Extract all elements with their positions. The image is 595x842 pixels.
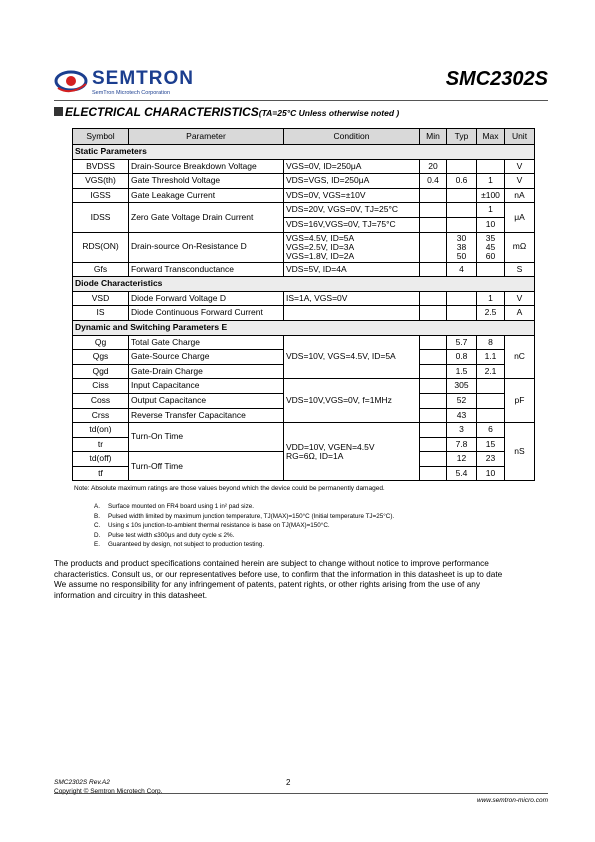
logo-mark-icon <box>54 66 90 96</box>
table-row: BVDSS Drain-Source Breakdown Voltage VGS=0V, ID=250μA 20 V <box>73 159 535 174</box>
section-title <box>54 105 399 119</box>
ratings-note: Note: Absolute maximum ratings are those values beyond which the device could be permanently damaged. <box>74 485 385 492</box>
header-rule <box>54 100 548 101</box>
table-row: VSD Diode Forward Voltage D IS=1A, VGS=0V 1 V <box>73 291 535 306</box>
table-row: Qg Total Gate Charge VDS=10V, VGS=4.5V, ID=5A 5.7 8 nC <box>73 335 535 350</box>
brand-subtitle: SemTron Microtech Corporation <box>92 90 171 96</box>
table-row: Ciss Input Capacitance VDS=10V,VGS=0V, f=1MHz 305 pF <box>73 379 535 394</box>
col-header: Parameter <box>129 129 284 145</box>
col-header: Min <box>420 129 447 145</box>
table-row: tf 5.4 10 <box>73 466 535 481</box>
table-row: VDS=16V,VGS=0V, TJ=75°C 10 <box>73 217 535 232</box>
group-row: Diode Characteristics <box>73 277 535 292</box>
copyright: Copyright © Semtron Microtech Corp. <box>54 788 163 795</box>
section-title-text: ELECTRICAL CHARACTERISTICS <box>65 105 259 119</box>
table-row: td(off) Turn-Off Time 12 23 <box>73 452 535 467</box>
table-row: tr 7.8 15 <box>73 437 535 452</box>
col-header: Typ <box>447 129 477 145</box>
table-row: IS Diode Continuous Forward Current 2.5 A <box>73 306 535 321</box>
disclaimer: The products and product specifications contained herein are subject to change without notice to improve performance characteristics. Consult us, or our representatives before use, to confirm that the information in this datasheet is up to date We assume no responsibility for any infringement of patents, patent rights, or other rights arising from the use of any information and circuitry in this datasheet. <box>54 558 503 600</box>
table-row: Coss Output Capacitance 52 <box>73 393 535 408</box>
table-row: Gfs Forward Transconductance VDS=5V, ID=4A 4 S <box>73 262 535 277</box>
table-row: Qgs Gate-Source Charge 0.8 1.1 <box>73 350 535 365</box>
page-number: 2 <box>286 778 291 787</box>
table-row: RDS(ON) Drain-source On-Resistance D VGS=4.5V, ID=5A VGS=2.5V, ID=3A VGS=1.8V, ID=2A 30 38 50 35 45 60 mΩ <box>73 232 535 262</box>
footnote: A. Surface mounted on FR4 board using 1 in² pad size. <box>94 503 254 510</box>
col-header: Symbol <box>73 129 129 145</box>
website-link[interactable]: www.semtron-micro.com <box>476 797 548 804</box>
footnotes <box>94 502 394 550</box>
footnote: B. Pulsed width limited by maximum junction temperature, TJ(MAX)=150°C (Initial temperature TJ=25°C). <box>94 512 395 520</box>
group-row: Dynamic and Switching Parameters E <box>73 320 535 335</box>
table-row: Qgd Gate-Drain Charge 1.5 2.1 <box>73 364 535 379</box>
table-row: VGS(th) Gate Threshold Voltage VDS=VGS, ID=250μA 0.4 0.6 1 V <box>73 174 535 189</box>
table-row: IDSS Zero Gate Voltage Drain Current VDS=20V, VGS=0V, TJ=25°C 1 μA <box>73 203 535 218</box>
square-bullet-icon <box>54 107 63 116</box>
brand-name: SEMTRON <box>92 68 194 89</box>
group-row: Static Parameters <box>73 145 535 160</box>
table-row: IGSS Gate Leakage Current VDS=0V, VGS=±10V ±100 nA <box>73 188 535 203</box>
footer-rule <box>54 793 548 794</box>
footnote: D. Pulse test width ≤300μs and duty cycle ≤ 2%. <box>94 531 235 539</box>
col-header: Max <box>477 129 505 145</box>
table-row: td(on) Turn-On Time VDD=10V, VGEN=4.5V RG=6Ω, ID=1A 3 6 nS <box>73 423 535 438</box>
table-header-row <box>73 129 535 145</box>
electrical-characteristics-table <box>72 128 535 481</box>
footnote: E. Guaranteed by design, not subject to production testing. <box>94 541 265 549</box>
table-row: Crss Reverse Transfer Capacitance 43 <box>73 408 535 423</box>
footnote: C. Using ≤ 10s junction-to-ambient thermal resistance is base on TJ(MAX)=150°C. <box>94 522 330 530</box>
part-number: SMC2302S <box>445 68 548 90</box>
section-condition: (TA=25°C Unless otherwise noted ) <box>258 108 400 118</box>
col-header: Unit <box>505 129 535 145</box>
revision: SMC2302S Rev.A2 <box>54 779 110 786</box>
col-header: Condition <box>284 129 420 145</box>
company-logo <box>54 66 204 100</box>
